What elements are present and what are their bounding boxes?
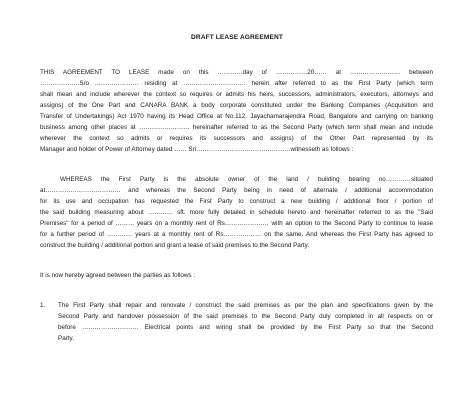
intro-line: assigns) of the One Part and CANARA BANK a body corporate constituted under the Banking Companies (Acquisition and: [40, 102, 433, 109]
clause-number: 1.: [40, 302, 46, 309]
intro-line: shall mean and include wherever the context so requires or admits his heirs, successors, administrators, executors, attorneys and: [40, 91, 433, 98]
intro-line: business among other places at …………………… hereinafter referred to as the Second Party (which term shall mean and include: [40, 124, 433, 131]
intro-line: Manager and holder of Power of Attorney dated …… Sri………………………………………witnesseth as follows :: [40, 146, 354, 153]
clause-line: The First Party shall repair and renovate / construct the said premises as per the plan and specifications given by the: [58, 302, 433, 309]
intro-line: THIS AGREEMENT TO LEASE made on this …………day of ……………20…… at …………………… between: [40, 69, 433, 76]
intro-line: Transfer of Undertakings) Act 1970 having its Head Office at No.112, Jayachamarajendra Road, Bangalore and carrying on banking: [40, 113, 433, 120]
agreement-statement: It is now hereby agreed between the parties as follows :: [40, 272, 196, 279]
intro-line: wherever the context so admits or requires its successors and assigns) of the Other Part represented by its: [40, 135, 433, 142]
whereas-line: WHEREAS the First Party is the absolute owner of the land / building bearing no…………situated: [60, 176, 433, 183]
whereas-line: construct the building / additional portion and grant a lease of said premises to the Second Party.: [40, 242, 310, 249]
document-title: DRAFT LEASE AGREEMENT: [191, 34, 283, 41]
whereas-line: at……………………………… and whereas the Second Party being in need of alternate / additional accommodation: [40, 187, 433, 194]
clause-line: Second Party and handover possession of the said premises to the Second Party duly completed in all respects on or: [58, 313, 433, 320]
clause-line: Party.: [58, 335, 74, 342]
whereas-line: for a further period of ………… years at a monthly rent of Rs……………… on the same. And whereas the First Party has agreed to: [40, 231, 433, 238]
whereas-line: Premises" for a period of ……… years on a monthly rent of Rs………………… with an option to the Second Party to continue to lease: [40, 220, 433, 227]
whereas-line: for its use and occupation has requested the First Party to construct a new building / additional floor / portion of: [40, 198, 433, 205]
whereas-line: the said building measuring about ………… sft. more fully detailed in schedule hereto and hereinafter referred to as the "Said: [40, 209, 433, 216]
clause-line: before ……………………… Electrical points and wiring shall be provided by the First Party so that the Second: [58, 324, 433, 331]
intro-line: ……………….S/o ………………… residing at ………………………… herein after referred to as the First Party (which term: [40, 80, 433, 87]
